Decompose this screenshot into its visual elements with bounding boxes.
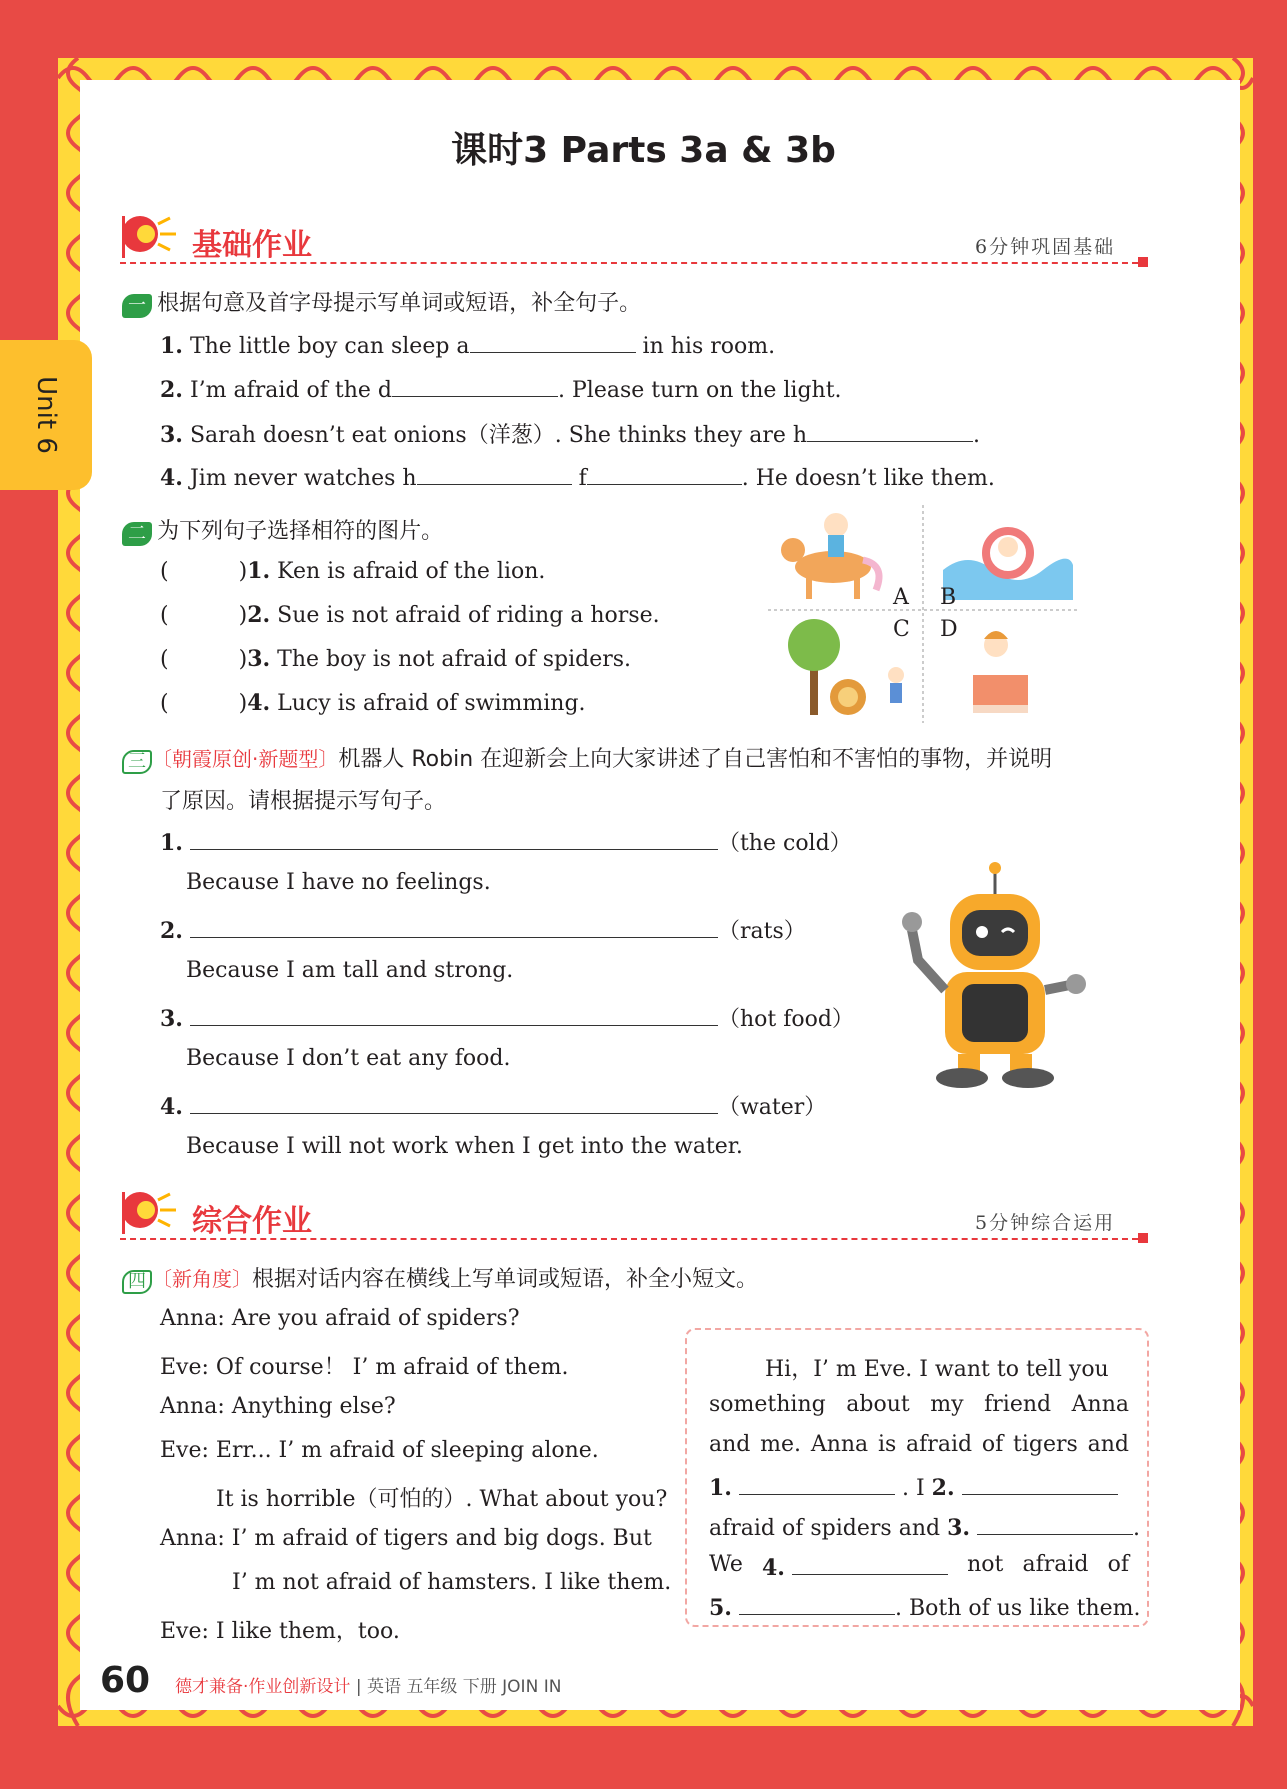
ex3-item [160,1002,854,1033]
word: We [709,1552,743,1577]
dialog-line: I’ m not afraid of hamsters. I like them. [232,1570,672,1595]
blank-number: 2. [931,1475,955,1501]
ex2-instruction: 为下列句子选择相符的图片。 [157,519,444,544]
paren-close: ) [238,603,248,628]
word: Anna [1071,1392,1129,1417]
basic-note: 6分钟巩固基础 [975,236,1116,258]
page-number: 60 [100,1660,151,1701]
blank-number: 5. [709,1595,732,1621]
word: is [877,1432,897,1457]
reason: Because I am tall and strong. [186,958,514,983]
ex3-instruction: 机器人 Robin 在迎新会上向大家讲述了自己害怕和不害怕的事物，并说明 [338,747,1053,772]
word: friend [984,1392,1052,1417]
ex2-item [160,602,660,628]
ex2-item [160,646,631,672]
ex4-instruction: 根据对话内容在横线上写单词或短语，补全小短文。 [252,1267,759,1292]
paren-close: ) [238,647,248,672]
item-number: 2. [160,377,183,403]
passage-line [709,1512,1141,1541]
item-number: 4. [160,1094,183,1120]
dialog-line: Eve: Of course！ I’ m afraid of them. [160,1355,569,1380]
item-number: 2. [247,602,271,628]
ex1-item [160,418,980,449]
item-text: in his room. [642,334,776,359]
paren-open: ( [160,559,169,584]
swimming-picture [943,531,1073,600]
answer-blank[interactable] [587,462,742,485]
unit-tab [0,340,92,490]
horse-rider-picture [781,513,879,599]
reason: Because I have no feelings. [186,870,491,895]
word: afraid [1022,1552,1089,1577]
item-text: Jim never watches h [189,466,417,491]
ex2-item [160,690,586,716]
ex2-badge: 二 [122,522,152,546]
item-text: Sarah doesn’t eat onions（洋葱）. She thinks they are h [189,423,808,448]
word: my [930,1392,964,1417]
subject-info: 英语 五年级 下册 JOIN IN [366,1677,562,1697]
word: not [967,1552,1004,1577]
picture-label-c: C [893,617,910,642]
item-text: . Please turn on the light. [558,378,842,403]
hint: （hot food） [717,1007,854,1032]
answer-blank[interactable] [417,462,572,485]
word: of [1107,1552,1129,1577]
passage-line [709,1432,1129,1457]
ex3-item [160,1090,826,1121]
ex1-item [160,462,995,491]
hint: （the cold） [717,831,852,856]
answer-blank[interactable] [739,1592,895,1615]
word: something [709,1392,826,1417]
answer-blank[interactable] [962,1472,1118,1495]
flag-icon [118,1186,180,1236]
divider-end [1138,257,1148,267]
divider-end [1138,1233,1148,1243]
answer-blank[interactable] [977,1512,1133,1535]
word: afraid [906,1432,973,1457]
paren-open: ( [160,691,169,716]
passage-line: Hi，I’ m Eve. I want to tell you [765,1357,1109,1382]
ex4-header [122,1262,758,1294]
dialog-line: It is horrible（可怕的）. What about you? [216,1487,668,1512]
spider-boy-picture [973,631,1028,713]
passage-line [709,1392,1129,1417]
answer-blank[interactable] [739,1472,895,1495]
ex3-instruction-cont: 了原因。请根据提示写句子。 [160,789,447,814]
answer-line[interactable] [190,915,718,938]
word: Anna [810,1432,869,1457]
ex4-badge: 四 [122,1270,152,1294]
hint: （water） [717,1095,827,1120]
ex2-item [160,558,545,584]
item-number: 4. [247,690,271,716]
ex1-instruction: 根据句意及首字母提示写单词或短语，补全句子。 [157,291,642,316]
item-number: 3. [160,422,183,448]
answer-blank[interactable] [470,330,636,353]
lion-tree-picture [788,619,904,715]
item-number: 1. [160,830,183,856]
answer-line[interactable] [190,827,718,850]
answer-blank[interactable] [392,374,558,397]
basic-divider [120,262,1138,264]
ex1-item [160,374,842,403]
ex4-tag: 〔新角度〕 [152,1267,252,1291]
blank-number: 3. [947,1515,971,1541]
word: and [1087,1432,1129,1457]
passage-box [685,1328,1149,1627]
ex1-badge: 一 [122,294,152,318]
item-number: 2. [160,918,183,944]
ex3-header [122,742,1052,774]
dialog-line: Eve: Err... I’ m afraid of sleeping alone. [160,1438,599,1463]
word: afraid of spiders and [709,1516,941,1541]
comprehensive-divider [120,1238,1138,1240]
answer-line[interactable] [190,1003,718,1026]
item-number: 1. [247,558,271,584]
item-text: Sue is not afraid of riding a horse. [277,603,660,628]
unit-tab-label: Unit 6 [30,376,61,454]
paren-close: ) [238,691,248,716]
paren-open: ( [160,603,169,628]
word: me. [760,1432,802,1457]
item-number: 3. [247,646,271,672]
word: and [709,1432,751,1457]
flag-icon [118,210,180,260]
passage-line [709,1592,1141,1621]
item-text: I’m afraid of the d [189,378,392,403]
item-text: f [578,466,587,491]
robot-illustration [900,860,1090,1090]
ex3-item [160,826,852,857]
picture-grid [768,505,1078,723]
blank-number: 1. [709,1475,732,1501]
dialog-line: Anna: Are you afraid of spiders? [160,1306,520,1331]
blank-number: 4. [761,1555,785,1581]
passage-line [709,1472,1129,1501]
picture-label-a: A [893,585,909,610]
passage-line [709,1552,1129,1581]
ex2-header [122,514,443,546]
item-text: Lucy is afraid of swimming. [277,691,586,716]
series-name: 德才兼备·作业创新设计 [175,1677,351,1697]
dialog-line: Eve: I like them，too. [160,1619,400,1644]
reason: Because I will not work when I get into the water. [186,1134,743,1159]
ex3-tag: 〔朝霞原创·新题型〕 [152,747,339,771]
item-text: The boy is not afraid of spiders. [277,647,632,672]
word: tigers [1013,1432,1078,1457]
item-text: . [973,423,981,448]
dialog-line: Anna: Anything else? [160,1394,396,1419]
comprehensive-heading: 综合作业 [192,1204,312,1239]
item-number: 4. [160,465,183,491]
ex1-header [122,286,641,318]
word: . Both of us like them. [894,1596,1141,1621]
answer-line[interactable] [190,1091,718,1114]
basic-heading: 基础作业 [192,228,312,263]
footer-text [175,1672,561,1697]
word: of [981,1432,1004,1457]
dialog-line: Anna: I’ m afraid of tigers and big dogs. But [160,1526,652,1551]
picture-label-d: D [940,617,958,642]
hint: （rats） [717,919,806,944]
paren-open: ( [160,647,169,672]
answer-blank[interactable] [807,419,973,442]
ex3-badge: 三 [122,750,152,774]
item-text: The little boy can sleep a [189,334,470,359]
item-number: 1. [160,333,183,359]
item-text: . He doesn’t like them. [741,466,995,491]
word: . [1133,1516,1141,1541]
picture-label-b: B [940,585,957,610]
paren-close: ) [238,559,248,584]
answer-blank[interactable] [792,1552,948,1575]
item-number: 3. [160,1006,183,1032]
page-title: 课时3 Parts 3a & 3b [451,130,836,171]
footer-separator: | [355,1677,362,1697]
comprehensive-note: 5分钟综合运用 [975,1212,1116,1234]
reason: Because I don’t eat any food. [186,1046,511,1071]
word: about [846,1392,910,1417]
item-text: Ken is afraid of the lion. [277,559,546,584]
word: . I [901,1476,925,1501]
ex3-item [160,914,806,945]
ex1-item [160,330,775,359]
